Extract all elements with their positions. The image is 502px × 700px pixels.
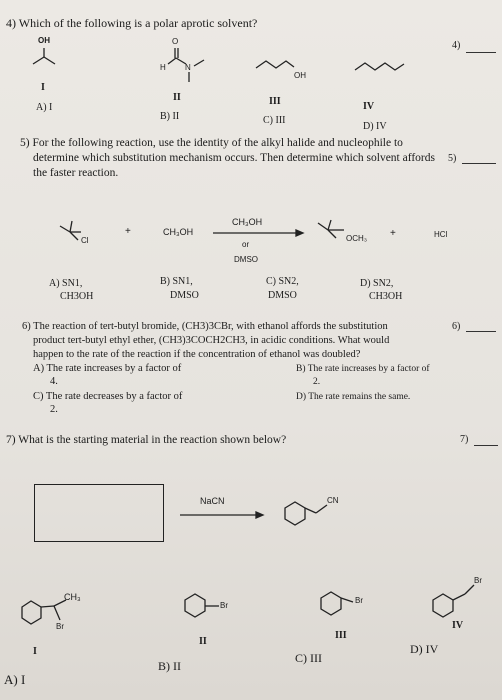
q4-choice-a[interactable]: A) I [36, 102, 53, 113]
q6-choice-d[interactable]: D) The rate remains the same. [296, 392, 411, 402]
q7-roman-iv: IV [452, 620, 464, 631]
q7-choice-c[interactable]: C) III [295, 651, 322, 665]
q6-blank-label: 6) [452, 321, 461, 332]
q4-ii-o-label: O [172, 37, 179, 46]
q5-plus-1: + [125, 226, 131, 237]
q5-choice-c-solvent: DMSO [268, 290, 297, 301]
q4-roman-i: I [41, 82, 45, 93]
q5-och3-label: OCH₃ [346, 234, 368, 243]
q5-prompt-line3: the faster reaction. [33, 167, 119, 179]
q7-reagent: NaCN [200, 496, 225, 506]
q6-choice-a[interactable]: A) The rate increases by a factor of [33, 363, 182, 374]
q4-roman-ii: II [173, 92, 181, 103]
q4-i-oh-label: OH [38, 36, 50, 45]
q4-ii-h-label: H [160, 63, 166, 72]
q6-line2: product tert-butyl ethyl ether, (CH3)3COCH2CH3, in acidic conditions. What would [33, 335, 390, 346]
q5-choice-d-label[interactable]: D) SN2, [360, 278, 394, 289]
q7-roman-iii: III [335, 630, 347, 641]
q5-hcl: HCl [434, 230, 448, 239]
q6-choice-b-cont: 2. [313, 377, 321, 387]
q5-solvent-or: or [242, 240, 250, 249]
q4-iii-oh-label: OH [294, 71, 306, 80]
q5-choice-a-label[interactable]: A) SN1, [49, 278, 83, 289]
q6-choice-c[interactable]: C) The rate decreases by a factor of [33, 391, 183, 402]
q4-roman-iv: IV [363, 101, 375, 112]
q4-choice-b[interactable]: B) II [160, 111, 180, 122]
q4-choice-d[interactable]: D) IV [363, 121, 387, 132]
q7-iii-br-label: Br [355, 596, 363, 605]
q5-solvent-top: CH₃OH [232, 217, 263, 227]
q7-blank-label: 7) [460, 434, 469, 445]
q7-prompt: 7) What is the starting material in the reaction shown below? [6, 434, 287, 446]
q5-choice-a-solvent: CH3OH [60, 291, 94, 302]
q4-ii-n-label: N [185, 63, 191, 72]
q6-choice-a-cont: 4. [50, 376, 58, 387]
q7-roman-i: I [33, 646, 37, 657]
q7-i-br-label: Br [56, 622, 64, 631]
q5-cl-label: Cl [81, 236, 89, 245]
q5-reagent: CH₃OH [163, 227, 194, 237]
q5-prompt-line1: 5) For the following reaction, use the identity of the alkyl halide and nucleophile to [20, 137, 403, 149]
q5-choice-b-solvent: DMSO [170, 290, 199, 301]
q5-prompt-line2: determine which substitution mechanism occurs. Then determine which solvent affords [33, 152, 435, 164]
q6-line1: 6) The reaction of tert-butyl bromide, (CH3)3CBr, with ethanol affords the substitution [22, 321, 388, 332]
q5-choice-c-label[interactable]: C) SN2, [266, 276, 299, 287]
q5-choice-b-label[interactable]: B) SN1, [160, 276, 193, 287]
q5-solvent-bottom: DMSO [234, 255, 258, 264]
q7-i-ch3-label: CH₃ [64, 592, 81, 602]
q7-choice-d[interactable]: D) IV [410, 642, 439, 656]
q6-choice-b[interactable]: B) The rate increases by a factor of [296, 364, 430, 374]
q4-prompt: 4) Which of the following is a polar aprotic solvent? [6, 16, 258, 30]
q5-blank-label: 5) [448, 153, 457, 164]
q7-choice-a[interactable]: A) I [4, 672, 26, 687]
q4-blank-label: 4) [452, 40, 461, 51]
q5-plus-2: + [390, 228, 396, 239]
q4-choice-c[interactable]: C) III [263, 115, 286, 126]
q6-choice-c-cont: 2. [50, 404, 58, 415]
q4-roman-iii: III [269, 96, 281, 107]
q7-ii-br-label: Br [220, 601, 228, 610]
q7-product-cn-label: CN [327, 496, 339, 505]
q7-roman-ii: II [199, 636, 207, 647]
q7-choice-b[interactable]: B) II [158, 659, 181, 673]
q6-line3: happen to the rate of the reaction if the concentration of ethanol was doubled? [33, 349, 361, 360]
q5-choice-d-solvent: CH3OH [369, 291, 403, 302]
q7-iv-br-label: Br [474, 576, 482, 585]
